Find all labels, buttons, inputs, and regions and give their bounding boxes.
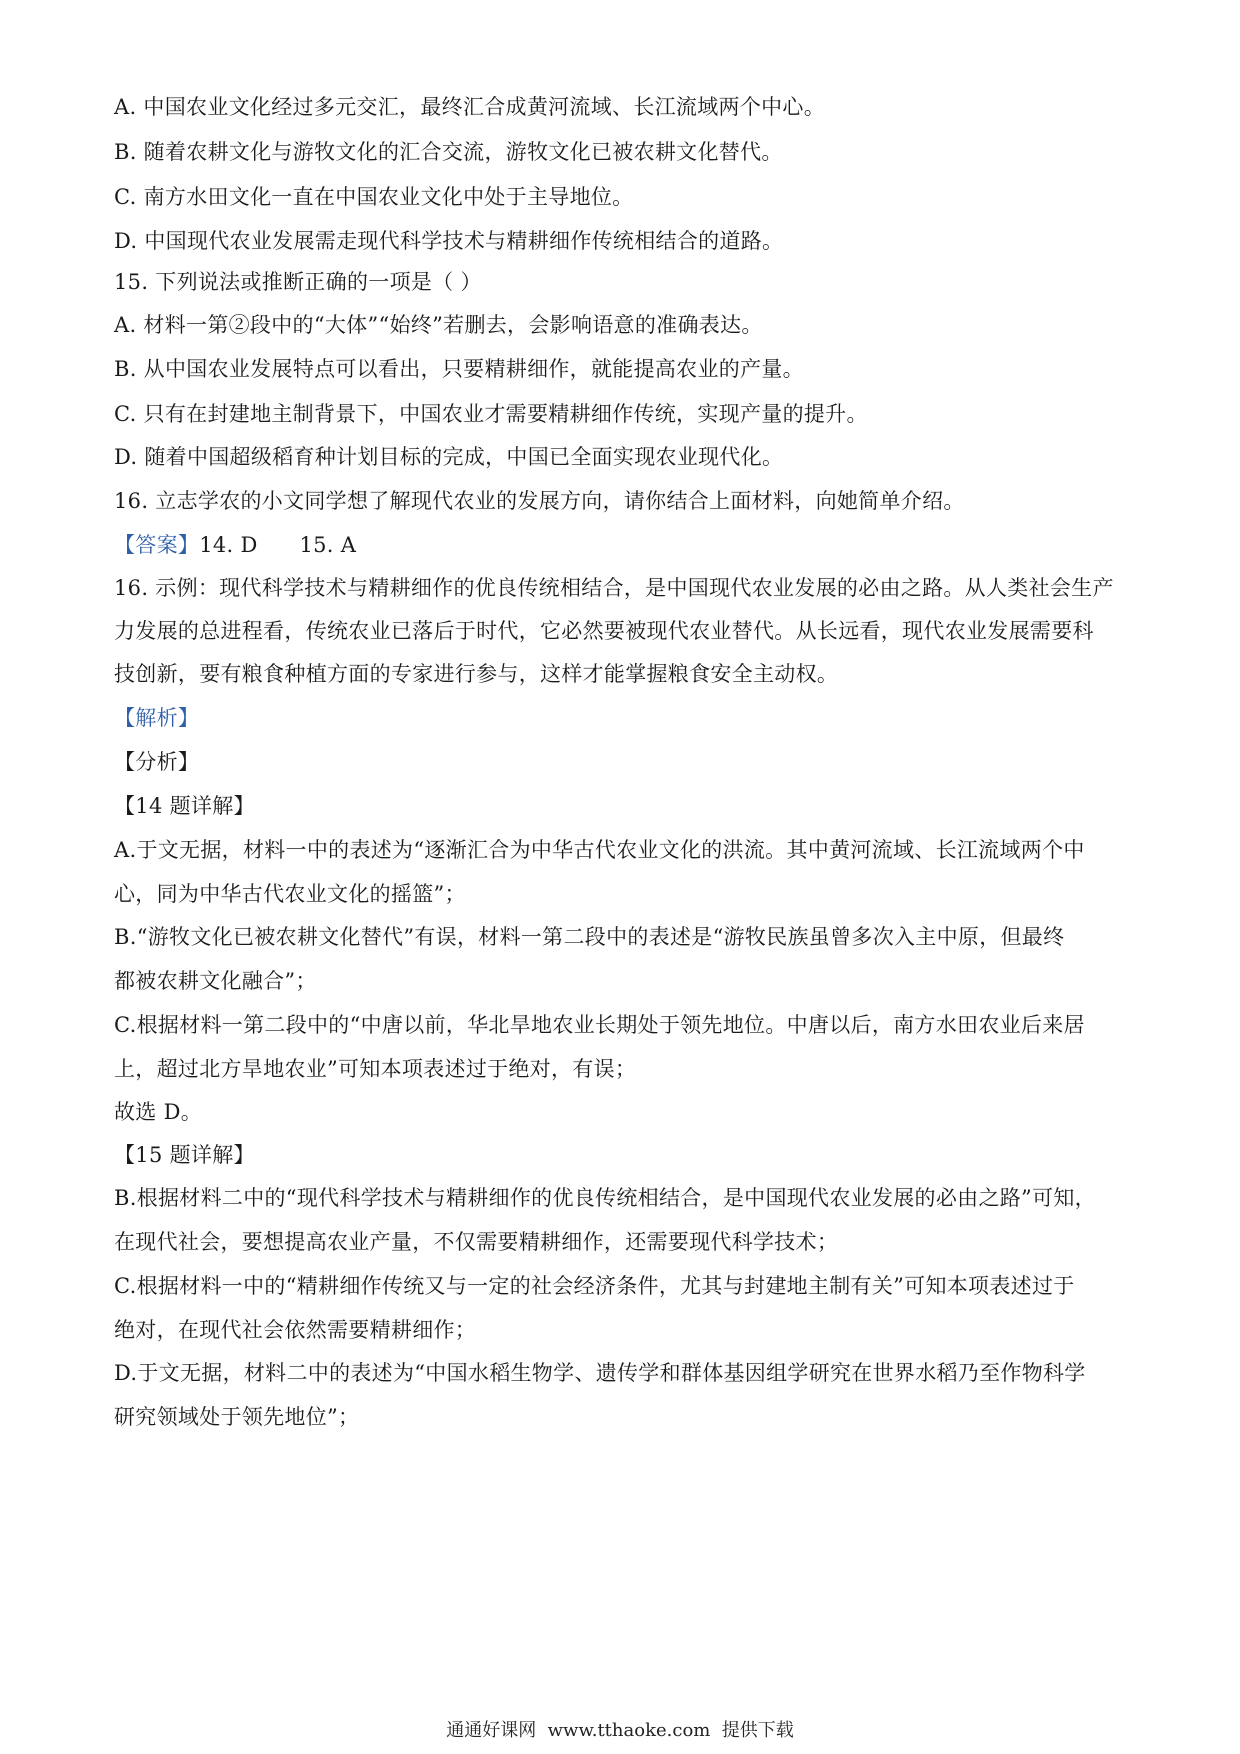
q15-detail-line-3: C.根据材料一中的“精耕细作传统又与一定的社会经济条件，尤其与封建地主制有关”可知本项表述过于: [114, 1274, 1075, 1298]
q14-option-d: D. 中国现代农业发展需走现代科学技术与精耕细作传统相结合的道路。: [114, 229, 784, 253]
q14-detail-line-5: C.根据材料一第二段中的“中唐以前，华北旱地农业长期处于领先地位。中唐以后，南方水田农业后来居: [114, 1013, 1085, 1037]
q14-detail-line-7: 故选 D。: [114, 1100, 203, 1124]
q15-option-b: B. 从中国农业发展特点可以看出，只要精耕细作，就能提高农业的产量。: [114, 357, 804, 381]
analysis-fenxi: 【分析】: [114, 750, 200, 774]
q15-detail-heading: 【15 题详解】: [114, 1143, 255, 1167]
q15-detail-line-6: 研究领域处于领先地位”；: [114, 1405, 360, 1429]
q16-stem: 16. 立志学农的小文同学想了解现代农业的发展方向，请你结合上面材料，向她简单介绍。: [114, 489, 965, 513]
q14-option-a: A. 中国农业文化经过多元交汇，最终汇合成黄河流域、长江流域两个中心。: [114, 95, 826, 119]
answer-text: 14. D 15. A: [199, 533, 357, 557]
q14-detail-line-6: 上，超过北方旱地农业”可知本项表述过于绝对，有误；: [114, 1057, 637, 1081]
q14-detail-line-1: A.于文无据，材料一中的表述为“逐渐汇合为中华古代农业文化的洪流。其中黄河流域、长江流域两个中: [114, 838, 1085, 862]
answer-q16-line-2: 力发展的总进程看，传统农业已落后于时代，它必然要被现代农业替代。从长远看，现代农业发展需要科: [114, 619, 1094, 643]
analysis-tag: 【解析】: [114, 706, 200, 730]
q14-option-c: C. 南方水田文化一直在中国农业文化中处于主导地位。: [114, 185, 634, 209]
q15-stem: 15. 下列说法或推断正确的一项是（ ）: [114, 270, 482, 294]
page-footer: 通通好课网 www.tthaoke.com 提供下载: [446, 1720, 794, 1741]
answer-q16-line-1: 16. 示例：现代科学技术与精耕细作的优良传统相结合，是中国现代农业发展的必由之路。从人类社会生产: [114, 576, 1114, 600]
q14-detail-heading: 【14 题详解】: [114, 794, 255, 818]
q15-option-a: A. 材料一第②段中的“大体”“始终”若删去，会影响语意的准确表达。: [114, 313, 763, 337]
q14-detail-line-3: B.“游牧文化已被农耕文化替代”有误，材料一第二段中的表述是“游牧民族虽曾多次入主中原，但最终: [114, 925, 1065, 949]
q15-detail-line-2: 在现代社会，要想提高农业产量，不仅需要精耕细作，还需要现代科学技术；: [114, 1230, 839, 1254]
q14-detail-line-2: 心，同为中华古代农业文化的摇篮”；: [114, 882, 466, 906]
q15-detail-line-4: 绝对，在现代社会依然需要精耕细作；: [114, 1318, 477, 1342]
answer-q16-line-3: 技创新，要有粮食种植方面的专家进行参与，这样才能掌握粮食安全主动权。: [114, 662, 839, 686]
answer-tag: 【答案】: [114, 533, 200, 557]
q15-option-d: D. 随着中国超级稻育种计划目标的完成，中国已全面实现农业现代化。: [114, 445, 784, 469]
q15-detail-line-5: D.于文无据，材料二中的表述为“中国水稻生物学、遗传学和群体基因组学研究在世界水稻乃至作物科学: [114, 1361, 1086, 1385]
q14-detail-line-4: 都被农耕文化融合”；: [114, 969, 317, 993]
q14-option-b: B. 随着农耕文化与游牧文化的汇合交流，游牧文化已被农耕文化替代。: [114, 140, 783, 164]
answer-line: [114, 530, 1134, 560]
q15-detail-line-1: B.根据材料二中的“现代科学技术与精耕细作的优良传统相结合，是中国现代农业发展的必由之路”可知，: [114, 1186, 1096, 1210]
q15-option-c: C. 只有在封建地主制背景下，中国农业才需要精耕细作传统，实现产量的提升。: [114, 402, 868, 426]
